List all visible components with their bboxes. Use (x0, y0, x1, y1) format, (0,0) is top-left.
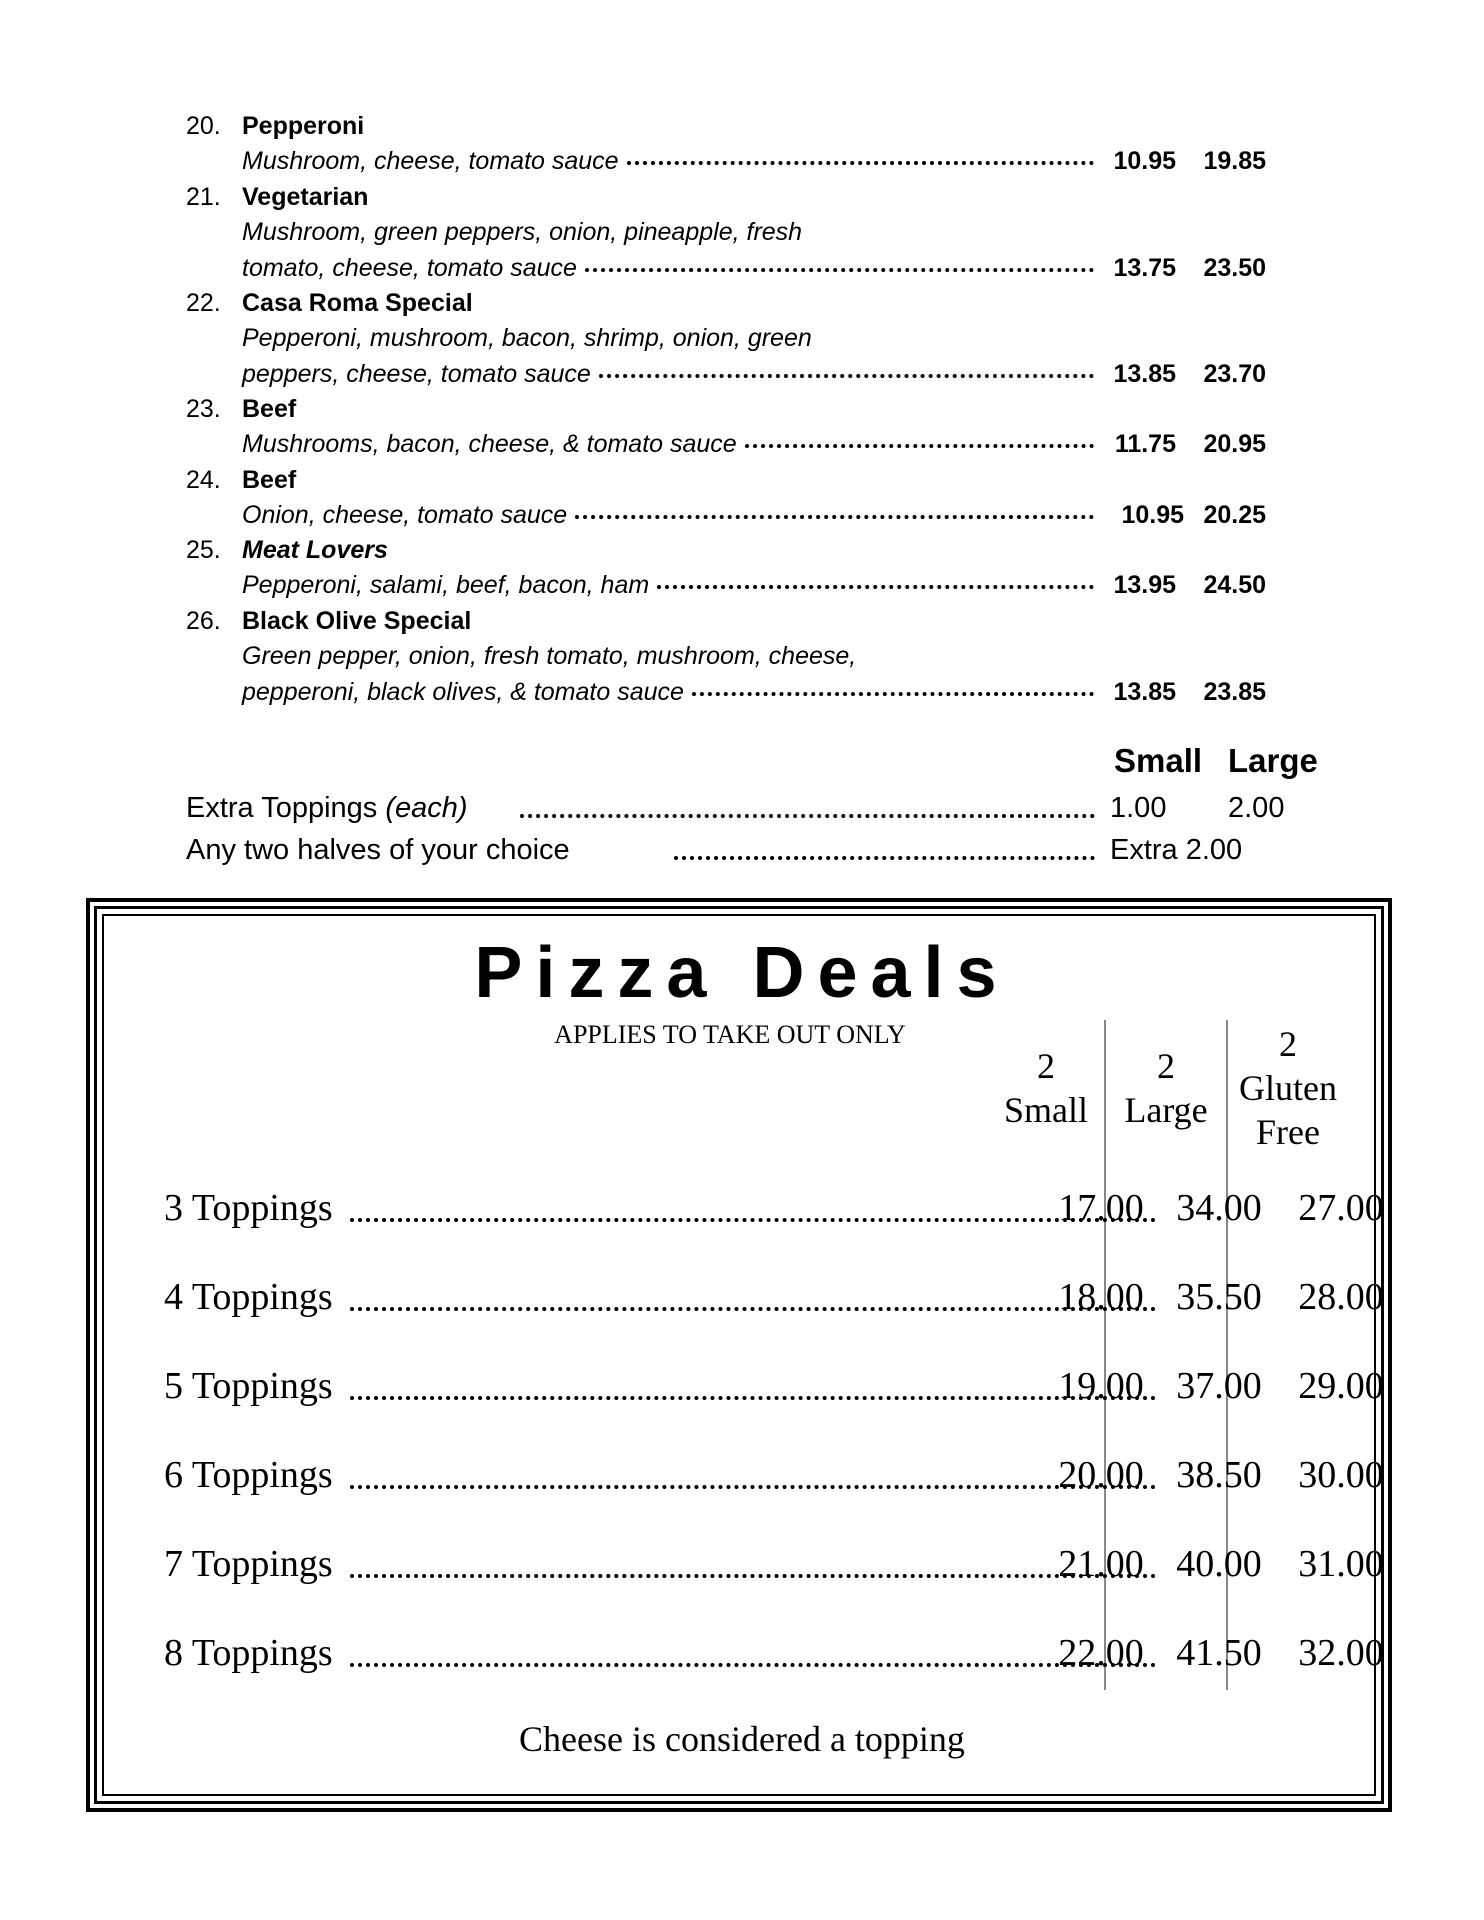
menu-item (186, 183, 1266, 288)
item-name: Beef (242, 466, 297, 494)
column-header-line: 2 (1279, 1024, 1297, 1064)
deal-small-price: 20.00 (1058, 1454, 1144, 1496)
item-number: 21. (186, 183, 221, 211)
deal-row (164, 1186, 1384, 1236)
dot-leader (350, 1307, 1156, 1311)
small-price: 10.95 (1121, 501, 1184, 529)
extras-large-header: Large (1228, 742, 1318, 779)
dot-leader (350, 1574, 1156, 1578)
deals-subtitle: APPLIES TO TAKE OUT ONLY (554, 1020, 906, 1049)
item-name: Vegetarian (242, 183, 369, 211)
item-price-line (242, 678, 1266, 707)
dot-leader (585, 268, 1094, 272)
deal-label: 6 Toppings (164, 1454, 333, 1496)
small-price: 13.95 (1113, 571, 1176, 599)
item-name: Meat Lovers (242, 536, 388, 564)
item-number: 22. (186, 289, 221, 317)
deal-small-price: 22.00 (1058, 1632, 1144, 1674)
small-price: 13.75 (1113, 254, 1176, 282)
dot-leader (599, 374, 1094, 378)
dot-leader (350, 1218, 1156, 1222)
dot-leader (674, 856, 1095, 860)
dot-leader (350, 1485, 1156, 1489)
large-price: 20.25 (1203, 501, 1266, 529)
deal-gluten-free-price: 28.00 (1298, 1276, 1384, 1318)
extra-toppings-small-price: 1.00 (1110, 792, 1167, 824)
dot-leader (575, 515, 1094, 519)
large-price: 20.95 (1203, 430, 1266, 458)
item-number: 20. (186, 112, 221, 140)
item-number: 26. (186, 607, 221, 635)
item-price-line (242, 147, 1266, 176)
column-header-2-gluten-free (1230, 1022, 1346, 1154)
item-price-line (242, 501, 1266, 530)
deal-large-price: 41.50 (1176, 1632, 1262, 1674)
deal-label: 3 Toppings (164, 1187, 333, 1229)
item-description: Mushrooms, bacon, cheese, & tomato sauce (242, 430, 737, 458)
cheese-topping-note: Cheese is considered a topping (519, 1719, 965, 1759)
item-description: pepperoni, black olives, & tomato sauce (242, 678, 684, 706)
item-price-line (242, 360, 1266, 389)
item-name: Black Olive Special (242, 607, 472, 635)
menu-item (186, 536, 1266, 606)
deal-small-price: 18.00 (1058, 1276, 1144, 1318)
column-header-2-small (990, 1044, 1102, 1132)
large-price: 23.50 (1203, 254, 1266, 282)
column-header-line: Gluten (1239, 1068, 1337, 1108)
deal-gluten-free-price: 29.00 (1298, 1365, 1384, 1407)
large-price: 24.50 (1203, 571, 1266, 599)
deal-large-price: 35.50 (1176, 1276, 1262, 1318)
item-description-line: Pepperoni, mushroom, bacon, shrimp, onion, green (242, 324, 812, 352)
dot-leader (692, 692, 1094, 696)
deal-row (164, 1453, 1384, 1503)
extra-toppings-large-price: 2.00 (1228, 792, 1285, 824)
menu-item (186, 395, 1266, 465)
dot-leader (657, 585, 1094, 589)
item-description-line: Green pepper, onion, fresh tomato, mushroom, cheese, (242, 642, 857, 670)
item-number: 25. (186, 536, 221, 564)
deal-gluten-free-price: 27.00 (1298, 1187, 1384, 1229)
dot-leader (350, 1396, 1156, 1400)
column-header-line: 2 (1037, 1046, 1055, 1086)
deals-title: Pizza Deals (474, 933, 1010, 1013)
menu-item (186, 607, 1266, 712)
deal-row (164, 1364, 1384, 1414)
large-price: 19.85 (1203, 147, 1266, 175)
deal-large-price: 34.00 (1176, 1187, 1262, 1229)
deal-gluten-free-price: 30.00 (1298, 1454, 1384, 1496)
deal-small-price: 17.00 (1058, 1187, 1144, 1229)
deal-gluten-free-price: 31.00 (1298, 1543, 1384, 1585)
menu-item (186, 112, 1266, 182)
menu-item (186, 466, 1266, 536)
item-price-line (242, 571, 1266, 600)
two-halves-row (186, 834, 1306, 867)
item-description: Pepperoni, salami, beef, bacon, ham (242, 571, 650, 599)
column-header-line: 2 (1157, 1046, 1175, 1086)
deal-label: 8 Toppings (164, 1632, 333, 1674)
deal-small-price: 19.00 (1058, 1365, 1144, 1407)
column-header-line: Small (1003, 1090, 1088, 1130)
item-description-line: Mushroom, green peppers, onion, pineapple, fresh (242, 218, 803, 246)
column-header-line: Large (1124, 1090, 1208, 1130)
deal-label: 4 Toppings (164, 1276, 333, 1318)
extra-toppings-row (186, 792, 1306, 825)
two-halves-price: Extra 2.00 (1110, 834, 1243, 866)
item-price-line (242, 254, 1266, 283)
item-name: Casa Roma Special (242, 289, 473, 317)
extra-toppings-text: Extra Toppings (186, 792, 378, 824)
large-price: 23.70 (1203, 360, 1266, 388)
deal-large-price: 37.00 (1176, 1365, 1262, 1407)
deal-gluten-free-price: 32.00 (1298, 1632, 1384, 1674)
dot-leader (745, 444, 1094, 448)
item-description: Mushroom, cheese, tomato sauce (242, 147, 619, 175)
dot-leader (520, 814, 1095, 818)
large-price: 23.85 (1203, 678, 1266, 706)
extra-toppings-each: (each) (385, 792, 468, 824)
dot-leader (350, 1663, 1156, 1667)
extras-small-header: Small (1114, 742, 1203, 779)
column-header-2-large (1108, 1044, 1224, 1132)
deal-row (164, 1542, 1384, 1592)
two-halves-label: Any two halves of your choice (186, 834, 570, 866)
item-description: Onion, cheese, tomato sauce (242, 501, 568, 529)
menu-item (186, 289, 1266, 394)
column-header-line: Free (1256, 1112, 1320, 1152)
small-price: 11.75 (1114, 430, 1176, 458)
deal-large-price: 38.50 (1176, 1454, 1262, 1496)
small-price: 10.95 (1113, 147, 1176, 175)
deal-row (164, 1631, 1384, 1681)
item-name: Beef (242, 395, 297, 423)
item-number: 24. (186, 466, 221, 494)
item-name: Pepperoni (242, 112, 365, 140)
deal-label: 7 Toppings (164, 1543, 333, 1585)
deal-label: 5 Toppings (164, 1365, 333, 1407)
deal-row (164, 1275, 1384, 1325)
extra-toppings-label (186, 792, 468, 825)
item-price-line (242, 430, 1266, 459)
dot-leader (627, 161, 1094, 165)
deal-large-price: 40.00 (1176, 1543, 1262, 1585)
item-description: peppers, cheese, tomato sauce (242, 360, 591, 388)
item-description: tomato, cheese, tomato sauce (242, 254, 577, 282)
small-price: 13.85 (1113, 360, 1176, 388)
item-number: 23. (186, 395, 221, 423)
small-price: 13.85 (1113, 678, 1176, 706)
deal-small-price: 21.00 (1058, 1543, 1144, 1585)
